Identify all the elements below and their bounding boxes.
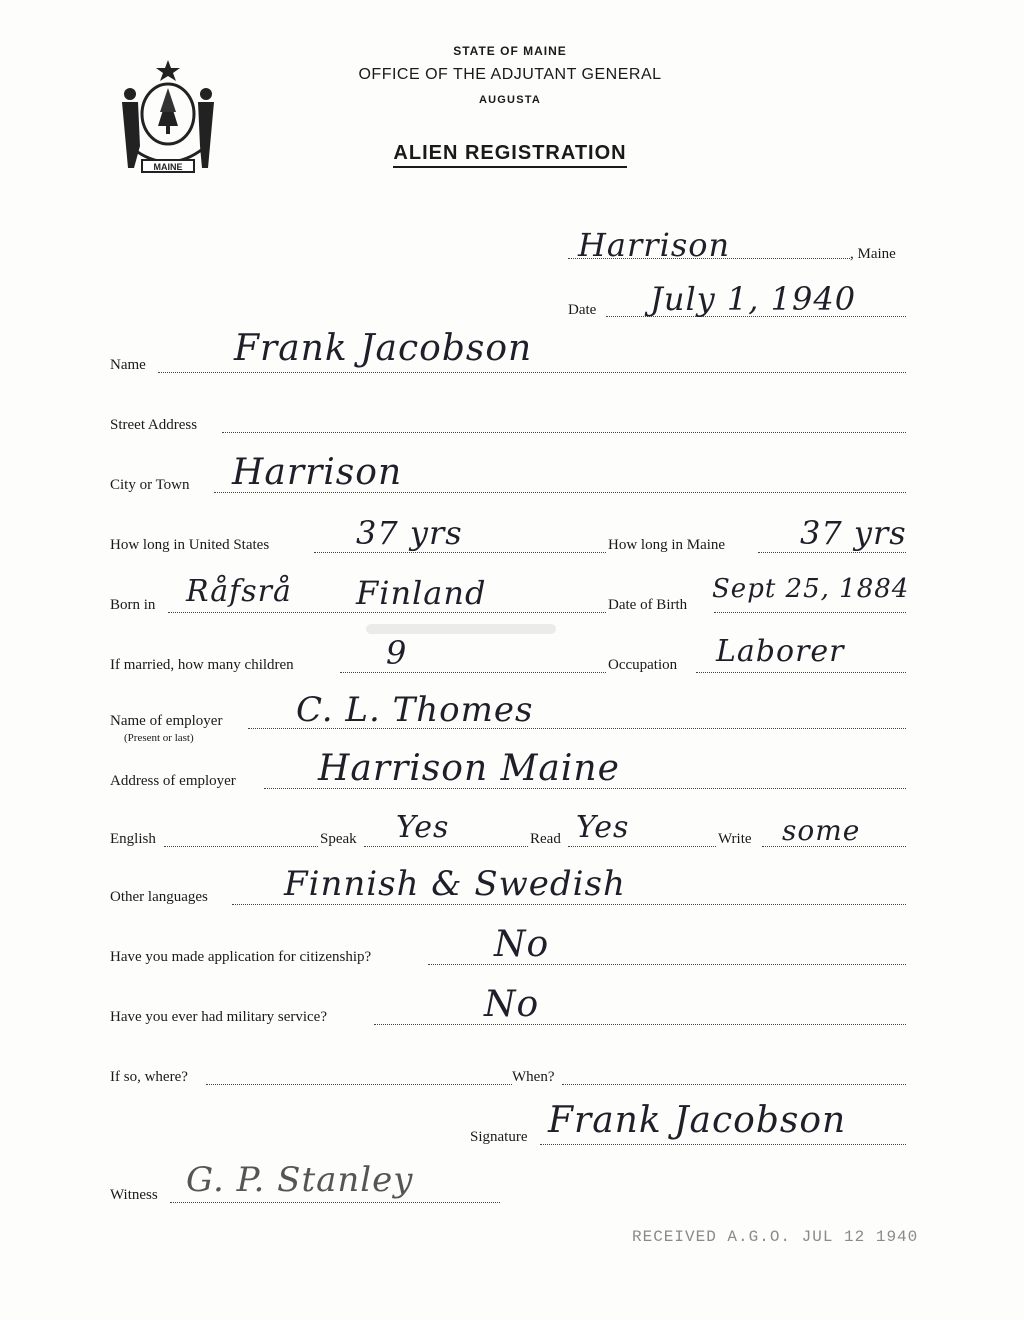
how-long-us-value: 37 yrs [356,514,463,552]
dob-value: Sept 25, 1884 [712,574,910,604]
name-label: Name [110,357,146,373]
born-in-line [168,612,606,613]
military-value: No [484,984,540,1025]
citizenship-value: No [494,924,550,965]
children-line [340,672,606,673]
speak-value: Yes [396,810,450,845]
street-line [222,432,906,433]
occupation-label: Occupation [608,657,678,673]
read-line [568,846,716,847]
children-value: 9 [386,634,408,672]
street-label: Street Address [110,417,198,433]
how-long-me-value: 37 yrs [800,514,907,552]
write-value: some [782,814,861,847]
name-line [158,372,906,373]
english-label: English [110,831,156,847]
how-long-me-line [758,552,906,553]
received-stamp: RECEIVED A.G.O. JUL 12 1940 [632,1228,919,1246]
date-label: Date [568,302,597,318]
maine-label: , Maine [850,246,896,262]
witness-label: Witness [110,1187,158,1203]
write-label: Write [718,831,752,847]
born-country-value: Finland [356,574,487,612]
form-title [300,142,720,165]
employer-sublabel: (Present or last) [124,732,194,744]
employer-label: Name of employer [110,713,223,729]
military-label: Have you ever had military service? [110,1009,327,1025]
town-value: Harrison [578,226,731,264]
military-line [374,1024,906,1025]
read-value: Yes [576,810,630,845]
smudge [366,624,556,634]
english-line [164,846,318,847]
citizenship-label: Have you made application for citizenship? [110,949,372,965]
svg-text:MAINE: MAINE [153,162,183,172]
speak-line [364,846,528,847]
name-value: Frank Jacobson [234,328,533,369]
city-heading: AUGUSTA [479,94,541,106]
employer-address-value: Harrison Maine [318,748,620,789]
born-in-label: Born in [110,597,156,613]
how-long-us-line [314,552,606,553]
when-label: When? [512,1069,555,1085]
other-languages-line [232,904,906,905]
maine-state-seal-icon [112,56,224,178]
other-languages-label: Other languages [110,889,208,905]
form-title-text: ALIEN REGISTRATION [393,142,626,168]
date-value: July 1, 1940 [650,280,857,318]
employer-value: C. L. Thomes [296,690,534,730]
city-label: City or Town [110,477,190,493]
signature-line [540,1144,906,1145]
where-line [206,1084,512,1085]
signature-value: Frank Jacobson [548,1100,847,1141]
office-heading: OFFICE OF THE ADJUTANT GENERAL [358,66,662,83]
how-long-us-label: How long in United States [110,537,270,553]
born-place-value: Råfsrå [186,574,292,609]
state-heading: STATE OF MAINE [453,44,567,58]
children-label: If married, how many children [110,657,294,673]
other-languages-value: Finnish & Swedish [284,864,626,904]
witness-line [170,1202,500,1203]
city-value: Harrison [232,452,403,493]
read-label: Read [530,831,561,847]
witness-value: G. P. Stanley [186,1160,414,1200]
dob-line [714,612,906,613]
employer-address-label: Address of employer [110,773,236,789]
occupation-value: Laborer [716,634,845,669]
where-label: If so, where? [110,1069,188,1085]
when-line [562,1084,906,1085]
dob-label: Date of Birth [608,597,688,613]
how-long-me-label: How long in Maine [608,537,726,553]
occupation-line [696,672,906,673]
signature-label: Signature [470,1129,528,1145]
speak-label: Speak [320,831,357,847]
